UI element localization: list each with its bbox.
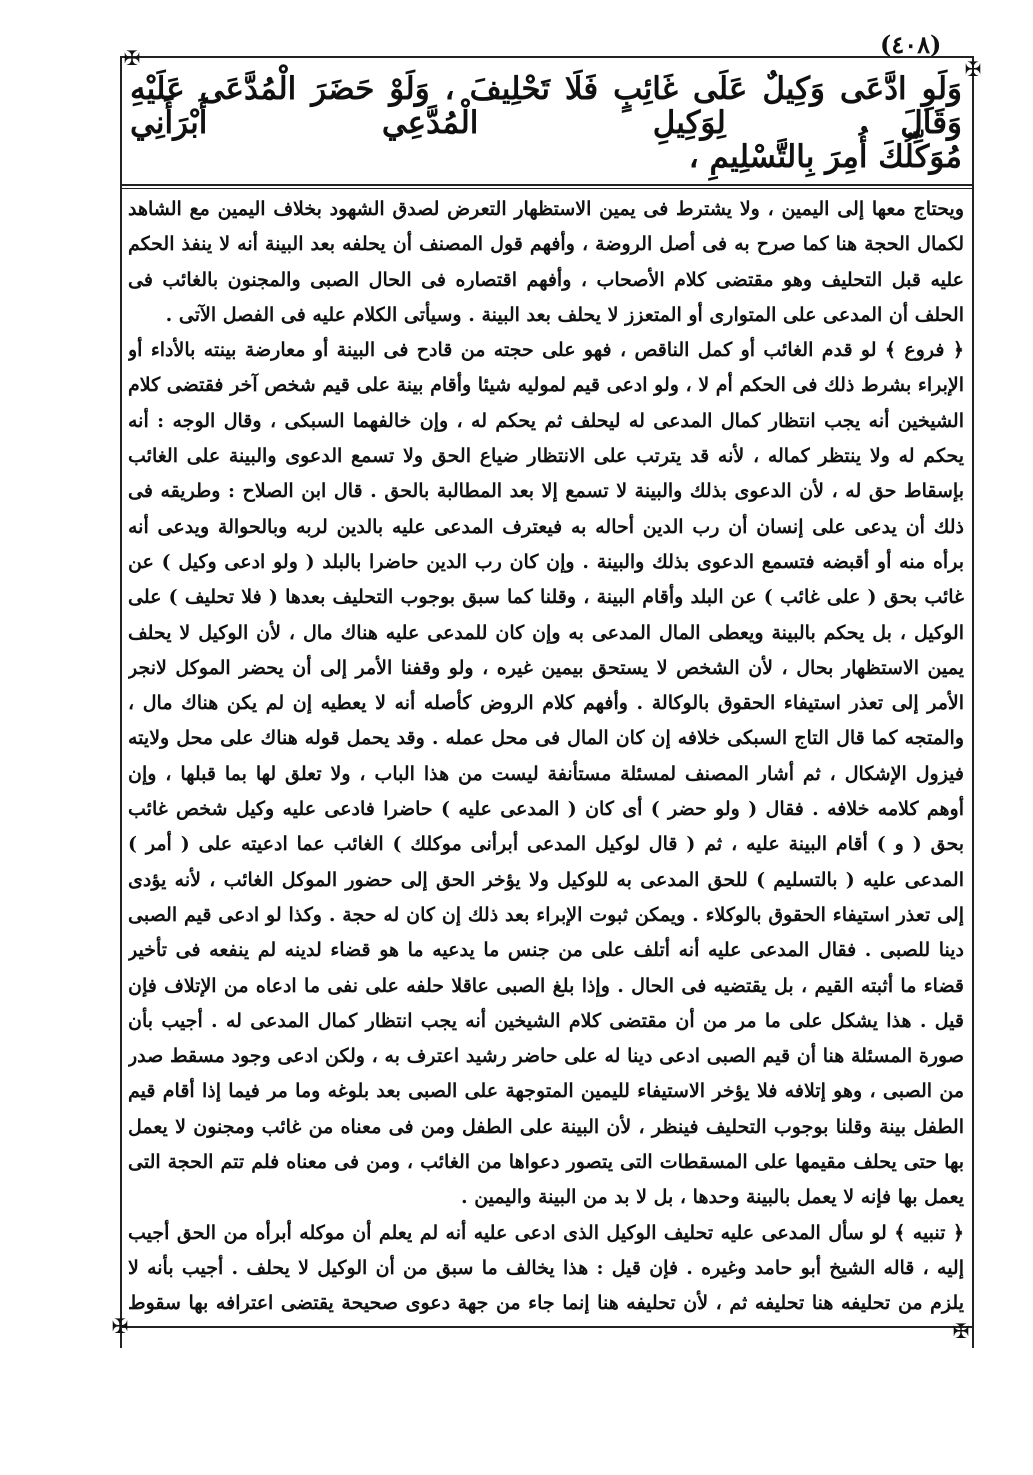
matn-line-2: مُوَكِّلُكَ أُمِرَ بِالتَّسْلِيمِ ، xyxy=(688,139,962,175)
matn-line-1: وَلَوِ ادَّعَى وَكِيلٌ عَلَى غَائِبٍ فَلَا تَحْلِيفَ ، وَلَوْ حَضَرَ الْمُدَّعَى عَلَيْهِ وَقَالَ لِوَكِيلِ الْمُدَّعِي أَبْرَأَنِي xyxy=(130,71,962,142)
matn-separator xyxy=(120,184,974,186)
top-border xyxy=(120,56,974,58)
corner-ornament-icon: ✠ xyxy=(964,57,982,81)
commentary-paragraph: ﴿ فروع ﴾ لو قدم الغائب أو كمل الناقص ، فهو على حجته من قادح فى البينة أو معارضة بينته بالأداء أو الإبراء بشرط ذلك فى الحكم أم لا ، ولو ادعى قيم لموليه شيئا وأقام بينة على قيم شخص آخر فقتضى كلام الشيخين أنه يجب انتظار كمال المدعى له ليحلف ثم يحكم له ، وإن خالفهما السبكى ، وقال الوجه : أنه يحكم له ولا ينتظر كماله ، لأنه قد يترتب على الانتظار ضياع الحق ولا تسمع الدعوى والبينة على الغائب بإسقاط حق له ، لأن الدعوى بذلك والبينة لا تسمع إلا بعد المطالبة بالحق . قال ابن الصلاح : وطريقه فى ذلك أن يدعى على إنسان أن رب الدين أحاله به فيعترف المدعى عليه بالدين لربه وبالحوالة ويدعى أنه برأه منه أو أقبضه فتسمع الدعوى بذلك والبينة . وإن كان رب الدين حاضرا بالبلد ( ولو ادعى وكيل ) عن غائب بحق ( على غائب ) عن البلد وأقام البينة ، وقلنا كما سبق بوجوب التحليف بعدها ( فلا تحليف ) على الوكيل ، بل يحكم بالبينة ويعطى المال المدعى به وإن كان للمدعى عليه هناك مال ، لأن الوكيل لا يحلف يمين الاستظهار بحال ، لأن الشخص لا يستحق بيمين غيره ، ولو وقفنا الأمر إلى أن يحضر الموكل لانجر الأمر إلى تعذر استيفاء الحقوق بالوكالة . وأفهم كلام الروض كأصله أنه لا يعطيه إن لم يكن هناك مال ، والمتجه كما قال التاج السبكى خلافه إن كان المال فى محل عمله . وقد يحمل قوله هناك على محل ولايته فيزول الإشكال ، ثم أشار المصنف لمسئلة مستأنفة ليست من هذا الباب ، ولا تعلق لها بما قبلها ، وإن أوهم كلامه خلافه . فقال ( ولو حضر ) أى كان ( المدعى عليه ) حاضرا فادعى عليه وكيل شخص غائب بحق ( و ) أقام البينة عليه ، ثم ( قال لوكيل المدعى أبرأنى موكلك ) الغائب عما ادعيته على ( أمر ) المدعى عليه ( بالتسليم ) للحق المدعى به للوكيل ولا يؤخر الحق إلى حضور الموكل الغائب ، لأنه يؤدى إلى تعذر استيفاء الحقوق بالوكلاء . ويمكن ثبوت الإبراء بعد ذلك إن كان له حجة . وكذا لو ادعى قيم الصبى دينا للصبى . فقال المدعى عليه أنه أتلف على من جنس ما يدعيه ما هو قضاء لدينه لم ينفعه فى تأخير قضاء ما أثبته القيم ، بل يقتضيه فى الحال . وإذا بلغ الصبى عاقلا حلفه على نفى ما ادعاه من الإتلاف فإن قيل . هذا يشكل على ما مر من أن مقتضى كلام الشيخين أنه يجب انتظار كمال المدعى له . أجيب بأن صورة المسئلة هنا أن قيم الصبى ادعى دينا له على حاضر رشيد اعترف به ، ولكن ادعى وجود مسقط صدر من الصبى ، وهو إتلافه فلا يؤخر الاستيفاء لليمين المتوجهة على الصبى بعد بلوغه وما مر فيما إذا أقام قيم الطفل بينة وقلنا بوجوب التحليف فينظر ، لأن البينة على الطفل ومن فى معناه من غائب ومجنون لا يعمل بها حتى يحلف مقيمها على المسقطات التى يتصور دعواها من الغائب ، ومن فى معناه فلم تتم الحجة التى يعمل بها فإنه لا يعمل بالبينة وحدها ، بل لا بد من البينة واليمين . xyxy=(128,339,964,1209)
page-number: (٤٠٨) xyxy=(880,30,942,59)
left-border xyxy=(120,58,122,1348)
corner-ornament-icon: ✠ xyxy=(952,1319,970,1343)
corner-ornament-icon: ✠ xyxy=(111,1314,129,1338)
bottom-border xyxy=(120,1326,974,1328)
commentary-paragraph: ويحتاج معها إلى اليمين ، ولا يشترط فى يمين الاستظهار التعرض لصدق الشهود بخلاف اليمين مع الشاهد لكمال الحجة هنا كما صرح به فى أصل الروضة ، وأفهم قول المصنف أن يحلفه بعد البينة أنه لا ينفذ الحكم عليه قبل التحليف وهو مقتضى كلام الأصحاب ، وأفهم اقتصاره فى الحال الصبى والمجنون بالغائب فى الحلف أن المدعى على المتوارى أو المتعزز لا يحلف بعد البينة . وسيأتى الكلام عليه فى الفصل الآتى . xyxy=(128,198,964,326)
right-border xyxy=(972,58,974,1348)
commentary-paragraph: ﴿ تنبيه ﴾ لو سأل المدعى عليه تحليف الوكيل الذى ادعى عليه أنه لم يعلم أن موكله أبرأه من الحق أجيب إليه ، قاله الشيخ أبو حامد وغيره . فإن قيل : هذا يخالف ما سبق من أن الوكيل لا يحلف . أجيب بأنه لا يلزم من تحليفه هنا تحليفه ثم ، لأن تحليفه هنا إنما جاء من جهة دعوى صحيحة يقتضى اعترافه بها سقوط xyxy=(128,1221,964,1315)
matn-separator-thin xyxy=(120,188,974,189)
commentary-body xyxy=(128,192,964,1324)
corner-ornament-icon: ✠ xyxy=(123,46,141,70)
